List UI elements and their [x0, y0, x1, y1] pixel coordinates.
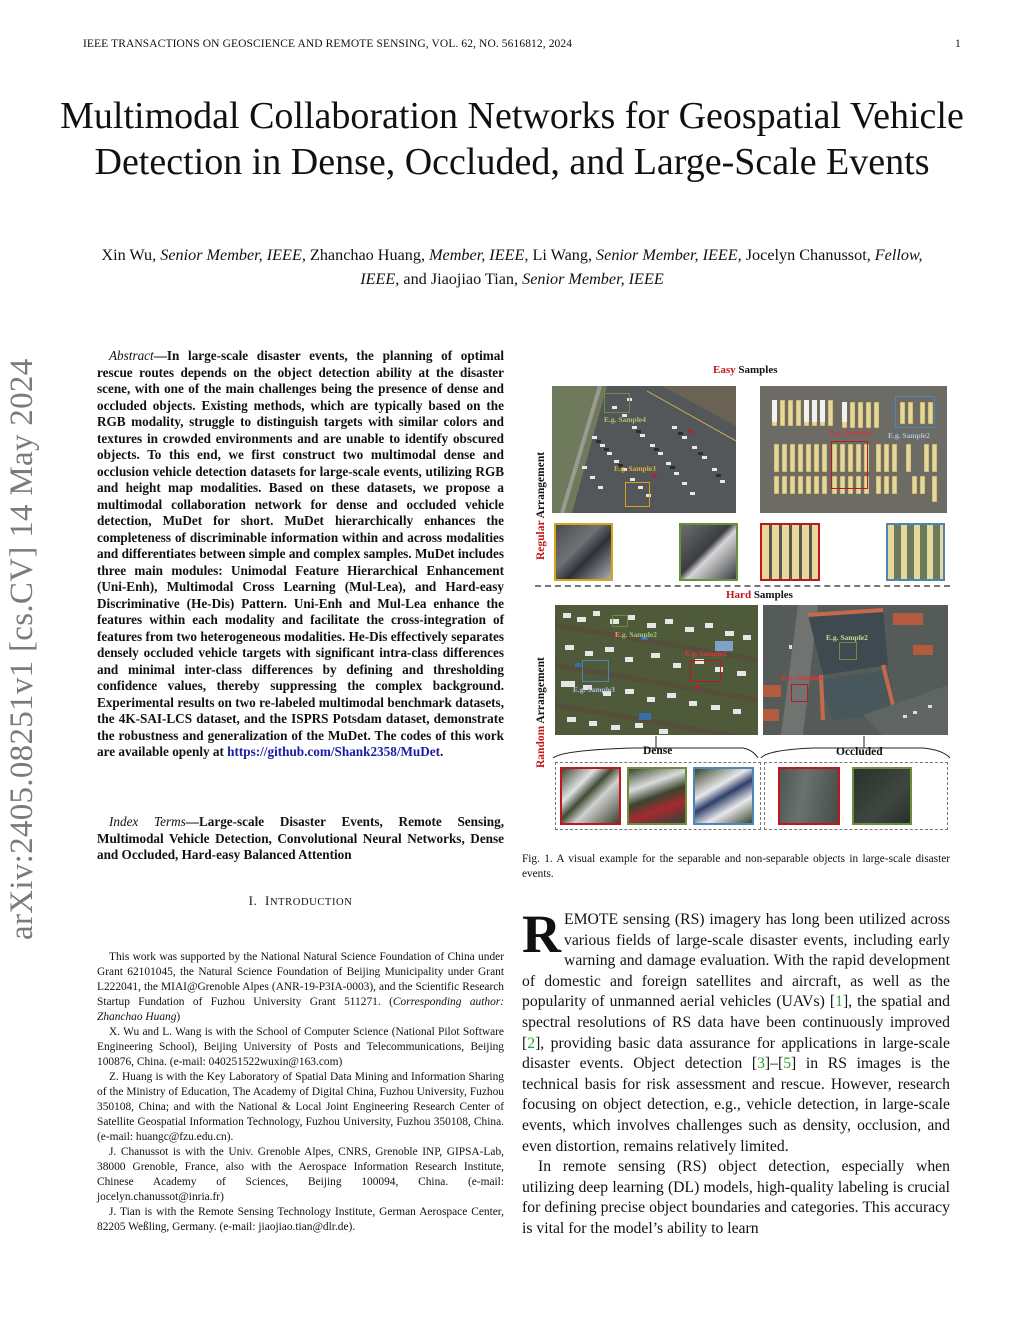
parking-lot-image	[552, 386, 736, 513]
page-number: 1	[955, 38, 961, 50]
dense-campsite-image	[555, 605, 758, 735]
occluded-sample1-thumbnail	[778, 767, 840, 825]
sample4-box	[604, 393, 630, 413]
citation-link[interactable]: 1	[835, 993, 843, 1011]
author-name: Zhanchao Huang,	[305, 246, 430, 264]
bus-lot-image	[760, 386, 947, 513]
regular-arrangement-label: Regular Arrangement	[535, 451, 547, 560]
sample3-thumbnail	[554, 523, 613, 581]
author-name: Xin Wu,	[101, 246, 161, 264]
footnote-affiliation: J. Chanussot is with the Univ. Grenoble Alpes, CNRS, Grenoble INP, GIPSA-Lab, 38000 Grenoble, France, also with the Aerospace Information Research Institute, Chinese Academy of Sciences, Beijing 100094, China. (e-mail: jocelyn.chanussot@inria.fr)	[97, 1146, 504, 1203]
easy-samples-title: Easy Samples	[713, 364, 778, 376]
sample2-label: E.g. Sample2	[888, 431, 930, 440]
sample3-label: E.g. Sample3	[614, 464, 656, 473]
dropcap: R	[522, 904, 561, 964]
citation-link[interactable]: 2	[527, 1034, 536, 1052]
arxiv-stamp[interactable]: arXiv:2405.08251v1 [cs.CV] 14 May 2024	[4, 358, 40, 940]
occluded-sample2-box	[839, 642, 857, 660]
running-head: IEEE TRANSACTIONS ON GEOSCIENCE AND REMOTE SENSING, VOL. 62, NO. 5616812, 2024	[83, 38, 573, 50]
paper-title: Multimodal Collaboration Networks for Geospatial Vehicle Detection in Dense, Occluded, and Large-Scale Events	[60, 95, 964, 183]
sample2-thumbnail	[886, 523, 945, 581]
sample3-box	[625, 482, 650, 507]
abstract	[97, 348, 504, 761]
author-role: Senior Member, IEEE,	[596, 246, 742, 264]
easy-hard-separator	[535, 585, 950, 587]
section-title-rest: NTRODUCTION	[269, 897, 353, 908]
occluded-urban-image	[763, 605, 948, 735]
abstract-end: .	[440, 744, 444, 759]
occluded-sample1-box	[791, 684, 808, 702]
occluded-sample2-label: E.g. Sample2	[826, 633, 868, 642]
hard-sample2-box	[612, 615, 628, 627]
author-role: Senior Member, IEEE,	[160, 246, 306, 264]
footnotes	[97, 950, 504, 1235]
abstract-label: Abstract	[109, 348, 154, 363]
sample1-label: E.g. Sample1	[830, 428, 872, 437]
footnote-affiliation: J. Tian is with the Remote Sensing Technology Institute, German Aerospace Center, 82205 Weßling, Germany. (e-mail: jiaojiao.tian@dlr.de).	[97, 1206, 504, 1233]
footnote-affiliation: X. Wu and L. Wang is with the School of Computer Science (National Pilot Software Engineering School), Beijing University of Posts and Telecommunications, Beijing 100876, China. (e-mail: 040251522wuxin@163.com)	[97, 1026, 504, 1068]
footnote-affiliation: Z. Huang is with the Key Laboratory of Spatial Data Mining and Information Sharing of the Ministry of Education, The Academy of Digital China, Fuzhou University, Fuzhou 350108, China; and with the National & Local Joint Engineering Research Center of Satellite Geospatial Information Technology, Fuzhou University, Fuzhou 350108, China. (e-mail: huangc@fzu.edu.cn).	[97, 1071, 504, 1143]
occluded-sample2-thumbnail	[852, 767, 912, 825]
introduction-body	[522, 904, 950, 1240]
hard-sample1-label: E.g. Sample1	[685, 649, 727, 658]
dense-sample2-thumbnail	[627, 767, 687, 825]
sample4-label: E.g. Sample4	[604, 415, 646, 424]
author-role: Fellow, IEEE,	[360, 246, 923, 288]
sample2-box	[895, 396, 935, 428]
sample1-thumbnail	[760, 523, 820, 581]
intro-paragraph-2: In remote sensing (RS) object detection, especially when utilizing deep learning (DL) models, high-quality labeling is crucial for defining precise object boundaries and categories. This accuracy is vital for the model’s ability to learn	[522, 1158, 950, 1237]
footnote-funding: This work was supported by the National Natural Science Foundation of China under Grant 62101045, the Natural Science Foundation of Beijing Municipality under Grant L222041, the MIAI@Grenoble Alpes (ANR-19-P3IA-0003), and the Scientific Research Startup Fundation of Fuzhou University Grant 511271. (Corresponding author: Zhanchao Huang)	[97, 951, 504, 1023]
hard-sample2-label: E.g. Sample2	[615, 630, 657, 639]
author-list	[80, 243, 944, 291]
hard-sample3-box	[582, 660, 609, 682]
abstract-text: —In large-scale disaster events, the planning of optimal rescue routes depends on the object detection ability at the disaster scene, with one of the main challenges being the presence of dense and occluded objects. Existing methods, which are typically based on the RGB modality, struggle to distinguish targets with similar colors and textures in crowded environments and are unable to identify obscured objects. To this end, we first construct two multimodal dense and occlusion vehicle detection datasets for large-scale events, utilizing RGB and height map modalities. Based on these datasets, we propose a multimodal collaboration network for dense and occluded vehicle detection, MuDet for short. MuDet hierarchically enhances the completeness of discriminable information within and across modalities and differentiates between simple and complex samples. MuDet includes three main modules: Unimodal Feature Hierarchical Enhancement (Uni-Enh), Multimodal Cross Learning (Mul-Lea), and Hard-easy Discriminative (He-Dis) Pattern. Uni-Enh and Mul-Lea enhance the features within each modality and facilitate the cross-integration of features from two heterogeneous modalities. He-Dis effectively separates densely occluded vehicle targets with significant intra-class differences and minimal inter-class differences by defining and thresholding confidence values, thereby suppressing the complex background. Experimental results on two re-labeled multimodal benchmark datasets, the 4K-SAI-LCS dataset, and the ISPRS Potsdam dataset, demonstrate the robustness and generalization of the MuDet. The codes of this work are available openly at	[97, 348, 504, 759]
occluded-label: Occluded	[836, 746, 883, 758]
intro-paragraph-1: REMOTE sensing (RS) imagery has long been utilized across various fields of large-scale disaster events, including early warning and damage evaluation. With the rapid development of domestic and foreign satellites and aircraft, as well as the popularity of unmanned aerial vehicles (UAVs) [1], the spatial and spectral resolutions of RS data have been continuously improved [2], providing basic data assurance for applications in large-scale disaster events. Object detection [3]–[5] in RS images is the technical basis for risk assessment and rescue. However, research focusing on object detection, e.g., vehicle detection, in large-scale events, which involves challenges such as density, occlusion, and even distortion, remains relatively limited.	[522, 904, 950, 1155]
hard-samples-title: Hard Samples	[726, 589, 793, 601]
sample1-box	[831, 441, 868, 489]
section-heading-introduction	[97, 893, 504, 909]
code-link[interactable]: https://github.com/Shank2358/MuDet	[227, 744, 441, 759]
sample4-thumbnail	[679, 523, 738, 581]
index-terms-label: Index Terms	[109, 814, 186, 829]
author-name: Li Wang,	[528, 246, 597, 264]
occluded-sample1-label: E.g. Sample1	[781, 673, 823, 682]
citation-link[interactable]: 3	[757, 1055, 765, 1073]
author-role: Senior Member, IEEE	[522, 270, 664, 288]
citation-link[interactable]: 5	[783, 1055, 792, 1073]
author-name: Jocelyn Chanussot,	[741, 246, 875, 264]
author-role: Member, IEEE,	[429, 246, 529, 264]
section-title-first: I	[265, 893, 270, 908]
author-name: and Jiaojiao Tian,	[399, 270, 523, 288]
random-arrangement-label: Random Arrangement	[535, 657, 547, 768]
dense-label: Dense	[643, 745, 673, 757]
dense-sample1-thumbnail	[560, 767, 621, 825]
figure-1	[535, 358, 950, 836]
hard-sample1-box	[690, 660, 721, 682]
hard-sample3-label: E.g. Sample3	[573, 685, 615, 694]
index-terms-text: —Large-scale Disaster Events, Remote Sensing, Multimodal Vehicle Detection, Convolutional Neural Networks, Dense and Occluded, Hard-easy Balanced Attention	[97, 814, 504, 862]
section-number: I.	[248, 893, 258, 908]
figure-caption: Fig. 1. A visual example for the separable and non-separable objects in large-scale disaster events.	[522, 853, 950, 880]
dense-sample3-thumbnail	[693, 767, 754, 825]
index-terms	[97, 814, 504, 864]
